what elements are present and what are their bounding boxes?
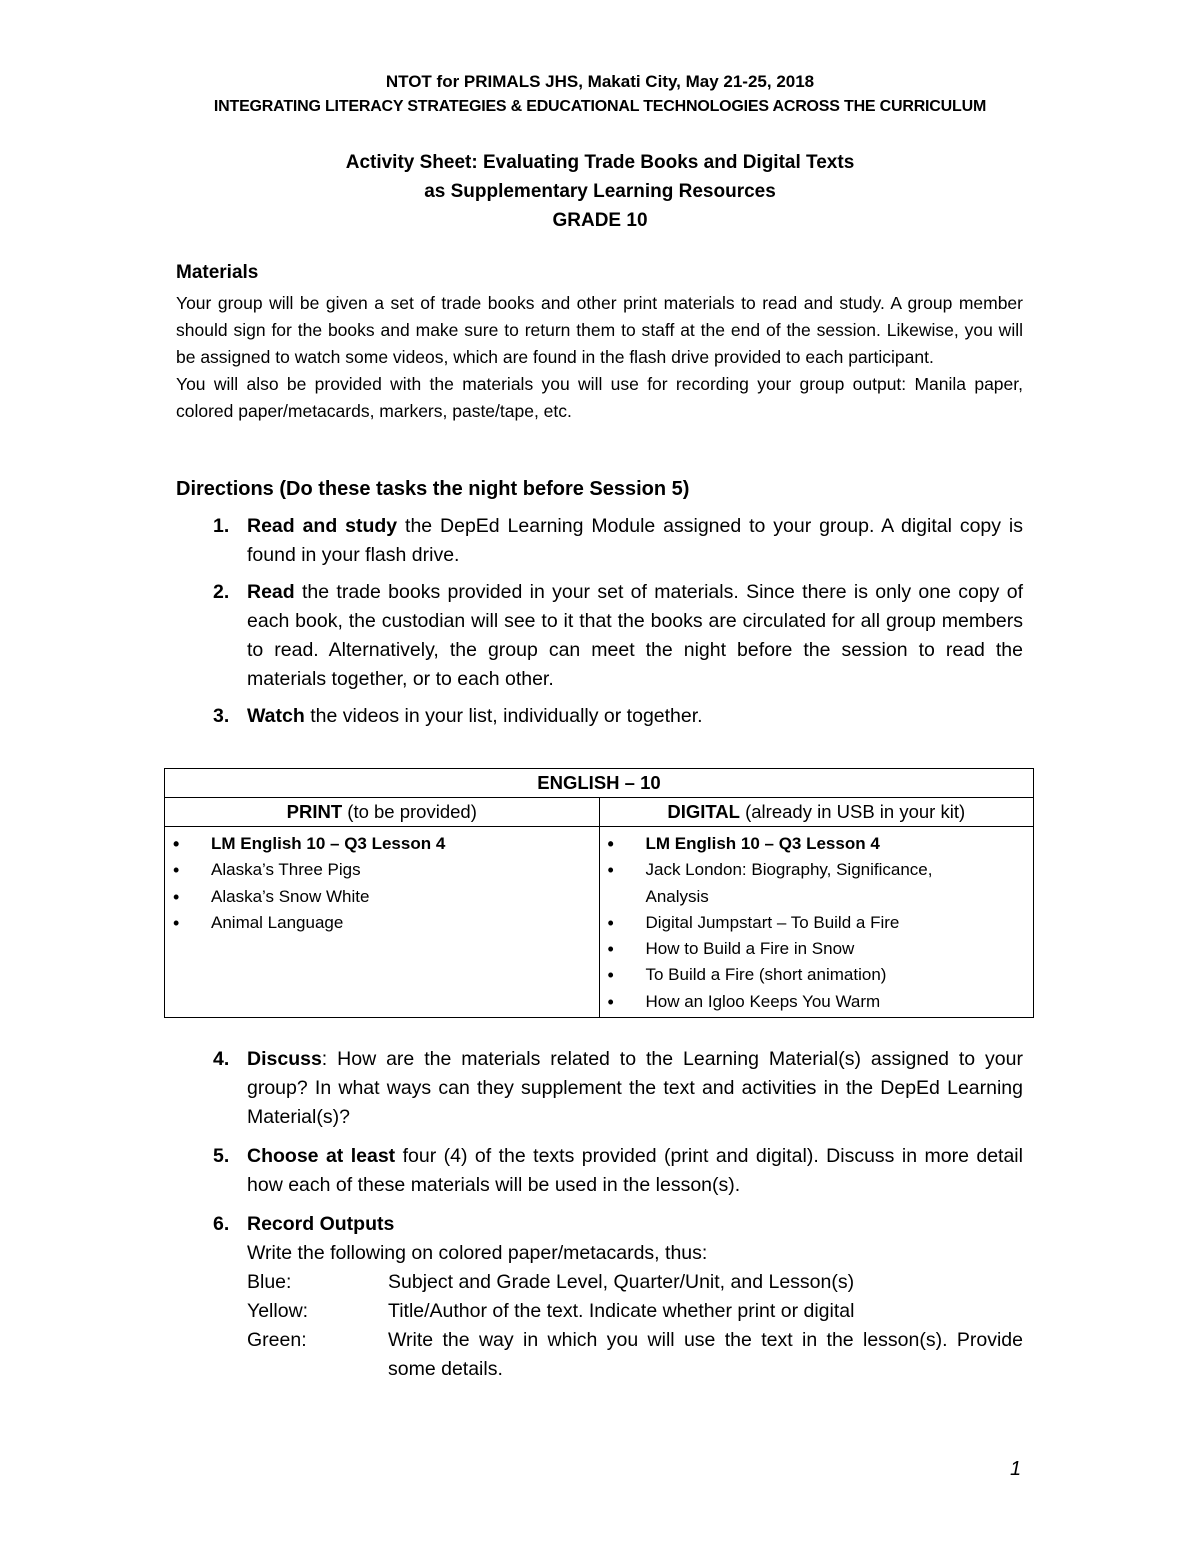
print-column-header xyxy=(165,798,600,827)
color-card-name: Blue: xyxy=(247,1271,292,1293)
digital-item: • Jack London: Biography, Significance, Analysis xyxy=(600,857,1034,910)
materials-paragraph-2: You will also be provided with the materials you will use for recording your group output: Manila paper, colored paper/metacards, markers, paste/tape, etc. xyxy=(176,374,1023,421)
digital-item: • How to Build a Fire in Snow xyxy=(600,936,1034,962)
print-header-rest: (to be provided) xyxy=(342,801,477,822)
title-line-1: Activity Sheet: Evaluating Trade Books and Digital Texts xyxy=(345,152,855,173)
step-keyword: Choose at least xyxy=(247,1145,396,1167)
step-number: 5. xyxy=(213,1145,230,1167)
direction-step xyxy=(176,702,1023,731)
print-item: • Animal Language xyxy=(165,910,599,936)
record-intro: Write the following on colored paper/metacards, thus: xyxy=(247,1242,708,1264)
step-number: 3. xyxy=(213,705,230,727)
print-items-cell xyxy=(165,827,600,1018)
print-items-list xyxy=(165,827,599,938)
step-text: the trade books provided in your set of materials. Since there is only one copy of each book, the custodian will see to it that the books are circulated for all group members to read. Alternatively, the group can meet the night before the session to read the materials together, or to each other. xyxy=(247,581,1023,690)
step-keyword: Discuss xyxy=(247,1048,322,1070)
color-card-row xyxy=(247,1326,1023,1384)
digital-item: • LM English 10 – Q3 Lesson 4 xyxy=(600,831,1034,857)
print-header-bold: PRINT xyxy=(286,801,343,822)
followup-step xyxy=(176,1210,1023,1384)
step-number: 6. xyxy=(213,1213,230,1235)
step-text: : How are the materials related to the Learning Material(s) assigned to your group? In what ways can they supplement the text and activities in the DepEd Learning Material(s)? xyxy=(247,1048,1023,1128)
step-keyword: Watch xyxy=(247,705,305,727)
color-card-description: Title/Author of the text. Indicate whether print or digital xyxy=(388,1300,855,1322)
materials-section xyxy=(176,290,1023,425)
color-card-row xyxy=(247,1268,1023,1297)
header-event-line: NTOT for PRIMALS JHS, Makati City, May 21-25, 2018 xyxy=(385,72,815,91)
page-number: 1 xyxy=(1010,1458,1022,1480)
direction-step xyxy=(176,578,1023,694)
followup-steps-list xyxy=(176,1045,1023,1394)
digital-items-list xyxy=(600,827,1034,1017)
step-number: 2. xyxy=(213,581,230,603)
activity-title xyxy=(0,148,1200,235)
step-keyword: Read xyxy=(247,581,295,603)
digital-header-bold: DIGITAL xyxy=(667,801,740,822)
digital-item: • Digital Jumpstart – To Build a Fire xyxy=(600,910,1034,936)
directions-list xyxy=(176,512,1023,739)
digital-items-cell xyxy=(599,827,1034,1018)
color-card-list xyxy=(247,1268,1023,1384)
step-text: the videos in your list, individually or together. xyxy=(304,705,703,727)
title-grade: GRADE 10 xyxy=(552,210,648,231)
print-item: • Alaska’s Snow White xyxy=(165,884,599,910)
color-card-description: Write the way in which you will use the text in the lesson(s). Provide some details. xyxy=(388,1329,1023,1380)
step-number: 1. xyxy=(213,515,230,537)
table-caption: ENGLISH – 10 xyxy=(165,769,1034,798)
color-card-description: Subject and Grade Level, Quarter/Unit, and Lesson(s) xyxy=(388,1271,855,1293)
followup-step xyxy=(176,1045,1023,1132)
header-theme-line: INTEGRATING LITERACY STRATEGIES & EDUCATIONAL TECHNOLOGIES ACROSS THE CURRICULUM xyxy=(213,98,987,115)
digital-header-rest: (already in USB in your kit) xyxy=(739,801,966,822)
print-item: • LM English 10 – Q3 Lesson 4 xyxy=(165,831,599,857)
print-item: • Alaska’s Three Pigs xyxy=(165,857,599,883)
step-keyword: Record Outputs xyxy=(247,1213,395,1235)
step-number: 4. xyxy=(213,1048,230,1070)
color-card-name: Yellow: xyxy=(247,1300,309,1322)
step-keyword: Read and study xyxy=(247,515,398,537)
followup-step xyxy=(176,1142,1023,1200)
color-card-name: Green: xyxy=(247,1329,307,1351)
materials-paragraph-1: Your group will be given a set of trade books and other print materials to read and study. A group member should sign for the books and make sure to return them to staff at the end of the session. Likewise, you will be assigned to watch some videos, which are found in the flash drive provided to each participant. xyxy=(176,293,1023,367)
directions-heading: Directions (Do these tasks the night before Session 5) xyxy=(176,478,690,500)
color-card-row xyxy=(247,1297,1023,1326)
digital-item: • How an Igloo Keeps You Warm xyxy=(600,989,1034,1015)
step-text: the DepEd Learning Module assigned to your group. A digital copy is found in your flash drive. xyxy=(247,515,1023,566)
step-text: four (4) of the texts provided (print and digital). Discuss in more detail how each of these materials will be used in the lesson(s). xyxy=(247,1145,1023,1196)
digital-column-header xyxy=(599,798,1034,827)
resources-table xyxy=(164,768,1034,1018)
digital-item: • To Build a Fire (short animation) xyxy=(600,962,1034,988)
title-line-2: as Supplementary Learning Resources xyxy=(424,181,776,202)
direction-step xyxy=(176,512,1023,570)
materials-heading: Materials xyxy=(176,262,259,283)
